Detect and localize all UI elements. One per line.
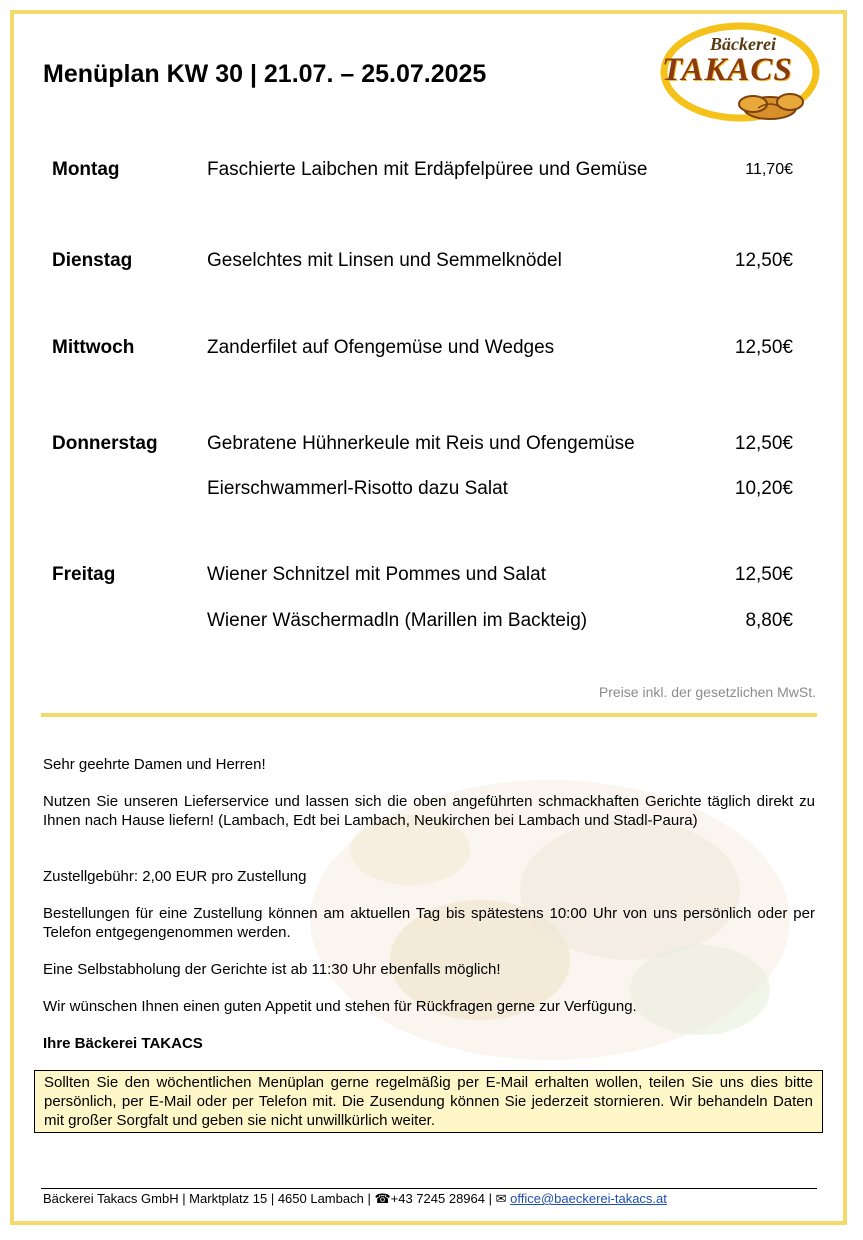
phone-icon: ☎ [374,1191,391,1206]
logo-brand-text: TAKACS [662,52,793,88]
dish-price: 12,50€ [734,564,793,585]
dish-price: 12,50€ [734,337,793,358]
newsletter-notice: Sollten Sie den wöchentlichen Menüplan gerne regelmäßig per E-Mail erhalten wollen, teilen Sie uns dies bitte persönlich, per E-Mail oder per Telefon mit. Die Zusendung können Sie jederzeit stornieren. Wir behandeln Daten mit großer Sorgfalt und geben sie nicht unwillkürlich weiter. [34,1070,823,1133]
letter-paragraph: Wir wünschen Ihnen einen guten Appetit und stehen für Rückfragen gerne zur Verfügung. [43,998,637,1015]
dish-name: Eierschwammerl-Risotto dazu Salat [207,478,508,499]
day-label: Mittwoch [52,337,135,358]
dish-price: 10,20€ [734,478,793,499]
letter-paragraph: Eine Selbstabholung der Gerichte ist ab 11:30 Uhr ebenfalls möglich! [43,961,501,978]
bakery-logo [658,14,830,126]
letter-greeting: Sehr geehrte Damen und Herren! [43,756,266,773]
footer [43,1191,667,1207]
footer-separator: | [485,1191,496,1206]
letter-paragraph: Bestellungen für eine Zustellung können am aktuellen Tag bis spätestens 10:00 Uhr von uns persönlich oder per Telefon entgegengenommen werden. [43,905,815,941]
dish-price: 12,50€ [734,433,793,454]
dish-name: Geselchtes mit Linsen und Semmelknödel [207,250,562,271]
day-label: Freitag [52,564,116,585]
footer-divider [41,1188,817,1189]
dish-price: 11,70€ [745,161,793,178]
dish-name: Wiener Wäschermadln (Marillen im Backteig) [207,610,588,631]
vat-note: Preise inkl. der gesetzlichen MwSt. [598,684,816,700]
day-label: Dienstag [52,250,133,271]
dish-name: Wiener Schnitzel mit Pommes und Salat [207,564,546,585]
day-label: Donnerstag [52,433,158,454]
footer-company: Bäckerei Takacs GmbH | Marktplatz 15 | 4650 Lambach | [43,1191,375,1206]
footer-phone: +43 7245 28964 [390,1191,485,1206]
dish-price: 8,80€ [745,610,793,631]
dish-name: Gebratene Hühnerkeule mit Reis und Ofengemüse [207,433,635,454]
logo-script-text: Bäckerei [710,34,776,54]
dish-price: 12,50€ [734,250,793,271]
page-title: Menüplan KW 30 | 21.07. – 25.07.2025 [43,60,487,88]
email-link[interactable]: office@baeckerei-takacs.at [510,1191,667,1206]
letter-signature: Ihre Bäckerei TAKACS [43,1035,203,1052]
letter-paragraph: Nutzen Sie unseren Lieferservice und lassen sich die oben angeführten schmackhaften Gerichte täglich direkt zu Ihnen nach Hause liefern! (Lambach, Edt bei Lambach, Neukirchen bei Lambach und Stadl-Paura) [43,793,815,829]
letter-fee: Zustellgebühr: 2,00 EUR pro Zustellung [43,868,307,885]
section-divider [41,713,817,717]
day-label: Montag [52,159,120,180]
envelope-icon: ✉ [495,1191,511,1206]
dish-name: Zanderfilet auf Ofengemüse und Wedges [207,337,555,358]
dish-name: Faschierte Laibchen mit Erdäpfelpüree und Gemüse [207,159,648,180]
